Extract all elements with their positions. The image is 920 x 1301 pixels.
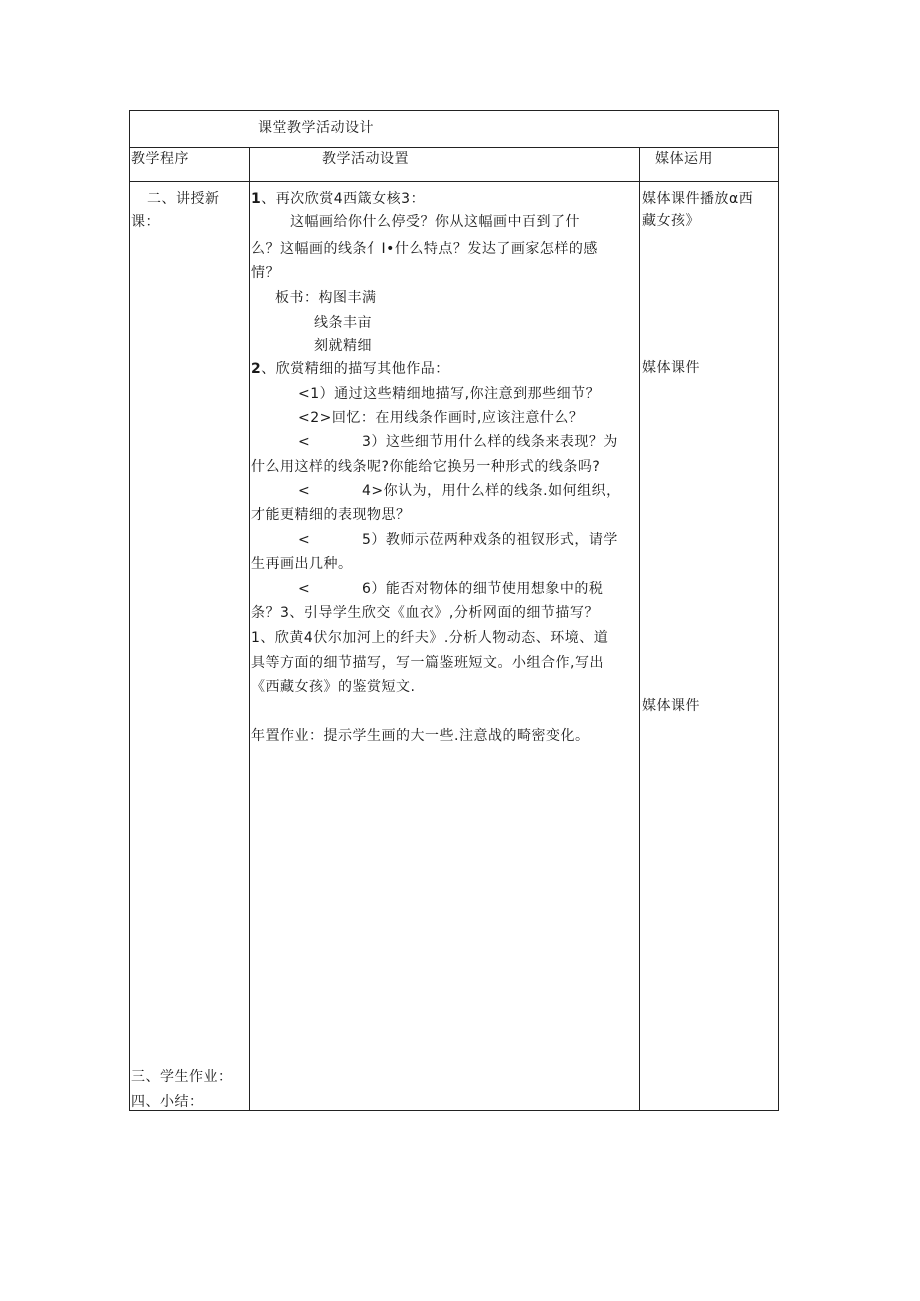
content-line	[251, 191, 425, 208]
content-line: <1）通过这些精细地描写,你注意到那些细节？	[298, 386, 601, 402]
content-line: 这幅画给你什么停受？你从这幅画中百到了什	[290, 214, 580, 230]
media-note-3: 媒体课件	[642, 698, 700, 714]
item-text: 、欣赏精细的描写其他作品：	[261, 361, 450, 377]
item-number: 1	[251, 191, 262, 207]
row-divider-title	[130, 147, 778, 148]
content-line: 具等方面的细节描写，写一篇鉴班短文。小组合作,写出	[251, 655, 604, 671]
media-note-1-cont: 藏女孩》	[642, 213, 700, 229]
row-divider-header	[130, 181, 778, 182]
section-2-label-line1: 二、讲授新	[147, 191, 220, 207]
item-number: 2	[251, 361, 262, 377]
content-line: 《西藏女孩》的鉴赏短文.	[251, 679, 416, 695]
content-line: 6）能否对物体的细节使用想象中的税	[362, 581, 604, 597]
content-line: <	[298, 581, 311, 597]
header-teaching-procedure: 教学程序	[131, 151, 189, 167]
item-text: 、再次欣赏4西箴女核3：	[261, 191, 426, 207]
content-line: <	[298, 434, 311, 450]
blackboard-heading: 板书：构图丰满	[275, 290, 377, 306]
table-title: 课堂教学活动设计	[258, 120, 374, 136]
content-line: 1、欣黄4伏尔加河上的纤夫》.分析人物动态、环境、道	[251, 630, 609, 646]
content-line: <	[298, 532, 311, 548]
homework-line: 年置作业：提示学生画的大一些.注意战的畸密变化。	[251, 728, 590, 744]
content-line	[251, 361, 450, 378]
section-4-label: 四、小结：	[131, 1094, 204, 1110]
content-line: 条？3、引导学生欣交《血衣》,分析网面的细节描写？	[251, 605, 599, 621]
col-divider-2	[639, 147, 640, 1110]
content-line: <2>回忆：在用线条作画时,应该注意什么？	[298, 410, 584, 426]
header-media-usage: 媒体运用	[655, 151, 713, 167]
col-divider-1	[249, 147, 250, 1110]
section-2-label-line2: 课：	[131, 214, 160, 230]
content-line: 么？这幅画的线条亻I•什么特点？发达了画家怎样的感	[251, 241, 598, 257]
content-line: 生再画出几种。	[251, 556, 353, 572]
content-line: 才能更精细的表现物思？	[251, 507, 411, 523]
media-note-2: 媒体课件	[642, 360, 700, 376]
content-line: 5）教师示莅两种戏条的祖钗形式，请学	[362, 532, 618, 548]
blackboard-item: 线条丰亩	[314, 315, 372, 331]
header-activity-settings: 教学活动设置	[322, 151, 409, 167]
content-line: 3）这些细节用什么样的线条来表现？为	[362, 434, 618, 450]
content-line: 什么用这样的线条呢?你能给它换另一种形式的线条吗?	[251, 459, 601, 475]
content-line: <	[298, 483, 311, 499]
content-line: 4>你认为，用什么样的线条.如何组织，	[362, 483, 621, 499]
content-line: 情？	[251, 265, 280, 281]
blackboard-item: 刻就精细	[314, 338, 372, 354]
section-3-label: 三、学生作业：	[131, 1069, 233, 1085]
media-note-1: 媒体课件播放α西	[642, 191, 754, 207]
